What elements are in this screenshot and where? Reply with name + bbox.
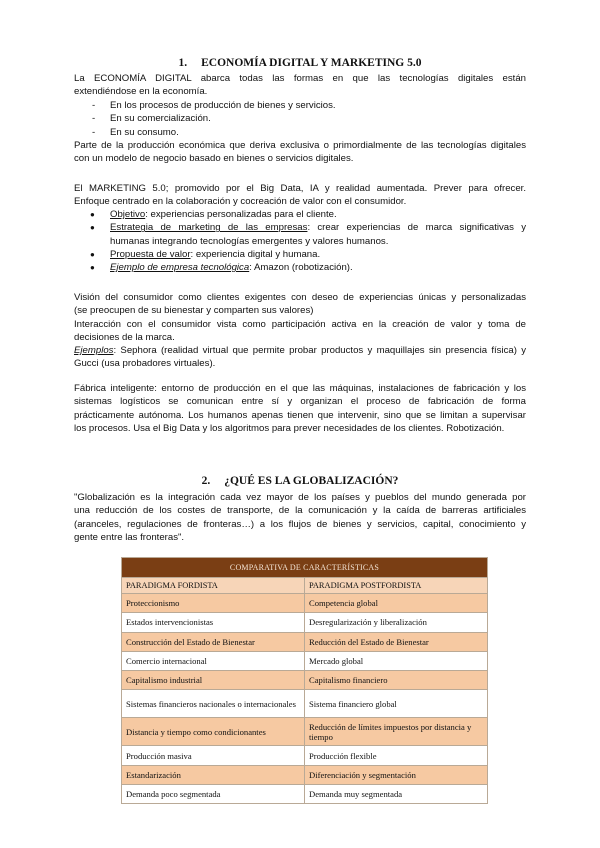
interaction-line-2: decisiones de la marca.: [74, 331, 175, 343]
section1-heading: [0, 57, 600, 69]
section2-heading: [0, 475, 600, 487]
cell-postfordista: Desregularización y liberalización: [305, 613, 488, 632]
cell-postfordista: Demanda muy segmentada: [305, 785, 488, 804]
examples-term: Ejemplos: [74, 345, 114, 357]
cell-postfordista: Competencia global: [305, 594, 488, 613]
interaction-line-1: Interacción con el consumidor vista como participación activa en la creación de valor y toma de: [74, 318, 526, 330]
globalization-quote: [74, 491, 526, 544]
dash-item-text: En su comercialización.: [110, 113, 211, 125]
bullet-rest: : experiencia digital y humana.: [190, 248, 321, 260]
cell-postfordista: Mercado global: [305, 651, 488, 670]
bullet-rest: : crear experiencias de marca significativas y: [307, 222, 526, 234]
factory-line-3: prácticamente autónoma. Los humanos apenas tienen que intervenir, sino que se limitan a supervisar: [74, 409, 526, 421]
table-row: [122, 718, 488, 746]
header-postfordista: PARADIGMA POSTFORDISTA: [305, 578, 488, 594]
bullet-term: Objetivo: [110, 209, 146, 220]
production-paragraph: [74, 139, 526, 166]
bullet-marker: ●: [90, 249, 95, 259]
bullet-term: Propuesta de valor: [110, 248, 191, 260]
quote-line-1: "Globalización es la integración cada vez mayor de los países y pueblos del mundo generada por: [74, 492, 526, 503]
bullet-rest: : experiencias personalizadas para el cliente.: [145, 209, 337, 220]
header-fordista: PARADIGMA FORDISTA: [122, 578, 305, 594]
table-title: COMPARATIVA DE CARACTERÍSTICAS: [122, 558, 488, 578]
table-row: [122, 632, 488, 651]
cell-fordista: Proteccionismo: [122, 594, 305, 613]
cell-postfordista: Diferenciación y segmentación: [305, 765, 488, 784]
dash-list: [0, 99, 600, 139]
examples-rest: : Sephora (realidad virtual que permite probar productos y maquillajes sin presencia física) y: [113, 345, 526, 357]
table-row: [122, 594, 488, 613]
bullet-text-line-2: humanas integrando tecnologías emergentes y valores humanos.: [110, 235, 389, 247]
section1-title: ECONOMÍA DIGITAL Y MARKETING 5.0: [201, 57, 422, 69]
cell-fordista: Estados intervencionistas: [122, 613, 305, 632]
intro-line-1: La ECONOMÍA DIGITAL abarca todas las formas en que las tecnologías digitales están: [74, 73, 526, 84]
production-line-1: Parte de la producción económica que deriva exclusiva o primordialmente de las tecnologías digitales: [74, 140, 526, 151]
factory-line-4: los procesos. Usa el Big Data y los algoritmos para prever necesidades de los clientes. Robotización.: [74, 422, 505, 434]
quote-line-2: una reducción de los costes de transporte, de la comunicación y la caída de barreras artificiales: [74, 505, 526, 517]
factory-paragraph: [74, 382, 526, 435]
table-row: [122, 690, 488, 718]
table-title-row: [122, 558, 488, 578]
section2-number: 2.: [201, 475, 211, 487]
cell-fordista: Distancia y tiempo como condicionantes: [122, 718, 305, 746]
cell-fordista: Estandarización: [122, 765, 305, 784]
intro-paragraph: [74, 72, 526, 99]
table-row: [122, 765, 488, 784]
comparison-table: [121, 557, 488, 804]
table-row: [122, 651, 488, 670]
dash-item-text: En los procesos de producción de bienes y servicios.: [110, 100, 336, 111]
bullet-text: [110, 248, 526, 261]
table-row: [122, 785, 488, 804]
production-line-2: con un modelo de negocio basado en bienes o servicios digitales.: [74, 153, 354, 165]
bullet-rest: : Amazon (robotización).: [249, 262, 353, 274]
dash-marker: -: [92, 126, 96, 138]
vision-line-1: Visión del consumidor como clientes exigentes con deseo de experiencias únicas y personalizadas: [74, 292, 526, 303]
cell-fordista: Producción masiva: [122, 746, 305, 765]
table-row: [122, 746, 488, 765]
bullet-marker: ●: [90, 223, 95, 233]
cell-fordista: Demanda poco segmentada: [122, 785, 305, 804]
quote-line-3: (aranceles, regulaciones de fronteras…) a los flujos de bienes y servicios, capital, conocimiento y: [74, 518, 526, 530]
marketing-bullets: [0, 208, 600, 278]
cell-postfordista: Sistema financiero global: [305, 690, 488, 718]
cell-fordista: Construcción del Estado de Bienestar: [122, 632, 305, 651]
intro-line-2: extendiéndose en la economía.: [74, 86, 208, 98]
examples-line-1: [74, 344, 526, 357]
table-row: [122, 613, 488, 632]
table-row: [122, 671, 488, 690]
cell-postfordista: Capitalismo financiero: [305, 671, 488, 690]
section2-title: ¿QUÉ ES LA GLOBALIZACIÓN?: [224, 475, 399, 487]
bullet-text: [110, 221, 526, 234]
bullet-term: Ejemplo de empresa tecnológica: [110, 262, 250, 274]
section1-number: 1.: [178, 57, 188, 69]
cell-postfordista: Reducción del Estado de Bienestar: [305, 632, 488, 651]
dash-item-text: En su consumo.: [110, 126, 179, 138]
vision-paragraph: [74, 291, 526, 371]
cell-fordista: Sistemas financieros nacionales o internacionales: [122, 690, 305, 718]
cell-postfordista: Producción flexible: [305, 746, 488, 765]
factory-line-2: sistemas logísticos se comunican entre sí y organizan el proceso de fabricación de forma: [74, 396, 526, 408]
quote-line-4: gente entre las fronteras".: [74, 531, 185, 543]
cell-fordista: Capitalismo industrial: [122, 671, 305, 690]
vision-line-2: (se preocupen de su bienestar y comparten sus valores): [74, 305, 314, 317]
bullet-text: [110, 208, 526, 221]
marketing-line-1: El MARKETING 5.0; promovido por el Big Data, IA y realidad aumentada. Prever para ofrecer.: [74, 183, 526, 194]
table-header-row: [122, 578, 488, 594]
examples-line-2: Gucci (usa probadores virtuales).: [74, 358, 216, 370]
cell-postfordista: Reducción de límites impuestos por distancia y tiempo: [305, 718, 488, 746]
bullet-marker: ●: [90, 263, 95, 273]
bullet-text: [110, 261, 526, 274]
bullet-marker: ●: [90, 210, 95, 219]
cell-fordista: Comercio internacional: [122, 651, 305, 670]
dash-marker: -: [92, 113, 96, 125]
marketing-paragraph: [74, 182, 526, 209]
marketing-line-2: Enfoque centrado en la colaboración y cocreación de valor con el consumidor.: [74, 196, 407, 208]
dash-marker: -: [92, 100, 96, 111]
factory-line-1: Fábrica inteligente: entorno de producción en el que las máquinas, instalaciones de fabricación y los: [74, 383, 526, 394]
bullet-term: Estrategia de marketing de las empresas: [110, 222, 308, 234]
